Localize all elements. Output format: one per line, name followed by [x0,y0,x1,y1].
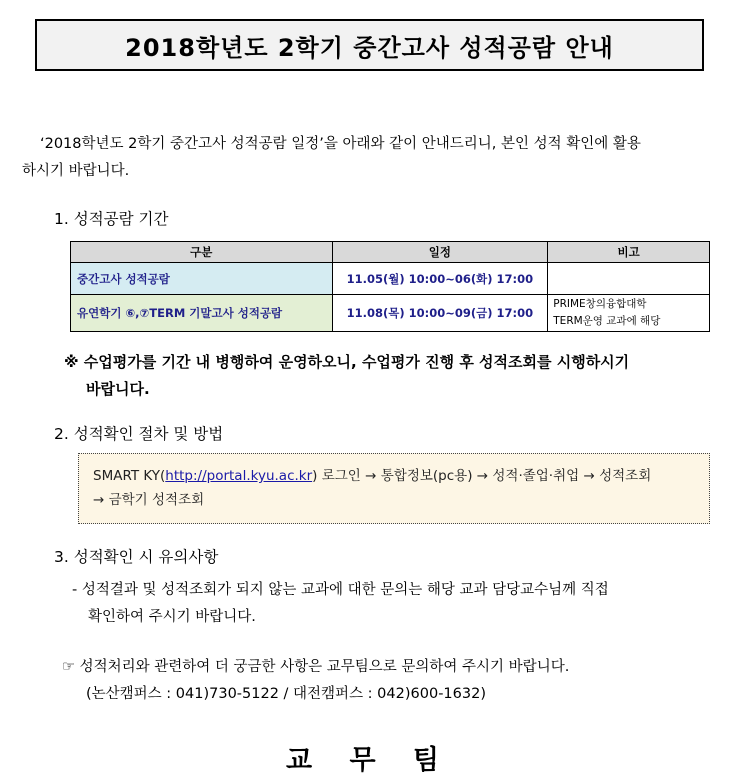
header-category: 구분 [71,242,333,263]
schedule-table [70,241,710,332]
section-3-title: 3. 성적확인 시 유의사항 [54,548,219,566]
row-schedule: 11.05(월) 10:00~06(화) 17:00 [332,263,548,295]
caution-paragraph [72,577,720,631]
procedure-box [78,453,710,524]
row-category: 중간고사 성적공람 [71,263,333,295]
table-header-row [71,242,710,263]
row-note [548,263,710,295]
header-note: 비고 [548,242,710,263]
row-schedule: 11.08(목) 10:00~09(금) 17:00 [332,295,548,332]
header-schedule: 일정 [332,242,548,263]
intro-paragraph [22,131,727,185]
title-box [35,19,704,71]
table-row [71,295,710,332]
caution-line-2: 확인하여 주시기 바랍니다. [88,609,256,625]
table-row [71,263,710,295]
section-2-title: 2. 성적확인 절차 및 방법 [54,425,224,443]
contact-line-1: ☞ 성적처리와 관련하여 더 궁금한 사항은 교무팀으로 문의하여 주시기 바랍니다. [62,659,570,675]
row-note [548,295,710,332]
procedure-line-2: → 금학기 성적조회 [93,492,205,508]
caution-line-1: - 성적결과 및 성적조회가 되지 않는 교과에 대한 문의는 해당 교과 담당교수님께 직접 [72,582,609,598]
notice-line-2: 바랍니다. [86,380,150,398]
procedure-prefix: SMART KY( [93,468,166,484]
portal-link[interactable]: http://portal.kyu.ac.kr [165,468,313,484]
intro-line-1: ‘2018학년도 2학기 중간고사 성적공람 일정’을 아래와 같이 안내드리니, 본인 성적 확인에 활용 [40,136,641,152]
evaluation-notice [64,349,724,403]
notice-line-1: ※ 수업평가를 기간 내 병행하여 운영하오니, 수업평가 진행 후 성적조회를 시행하시기 [64,353,630,371]
page-title: 2018학년도 2학기 중간고사 성적공람 안내 [125,33,614,62]
department-name: 교 무 팀 [285,745,454,776]
intro-line-2: 하시기 바랍니다. [22,163,130,179]
section-1-title: 1. 성적공람 기간 [54,210,169,228]
contact-paragraph [62,654,722,708]
row-note-line-1: PRIME창의융합대학 [553,298,647,310]
row-note-line-2: TERM운영 교과에 해당 [553,315,661,327]
contact-line-2: (논산캠퍼스 : 041)730-5122 / 대전캠퍼스 : 042)600-1632) [86,686,486,702]
procedure-line-1 [93,464,695,488]
procedure-suffix: ) 로그인 → 통합정보(pc용) → 성적·졸업·취업 → 성적조회 [312,468,652,484]
row-category: 유연학기 ⑥,⑦TERM 기말고사 성적공람 [71,295,333,332]
